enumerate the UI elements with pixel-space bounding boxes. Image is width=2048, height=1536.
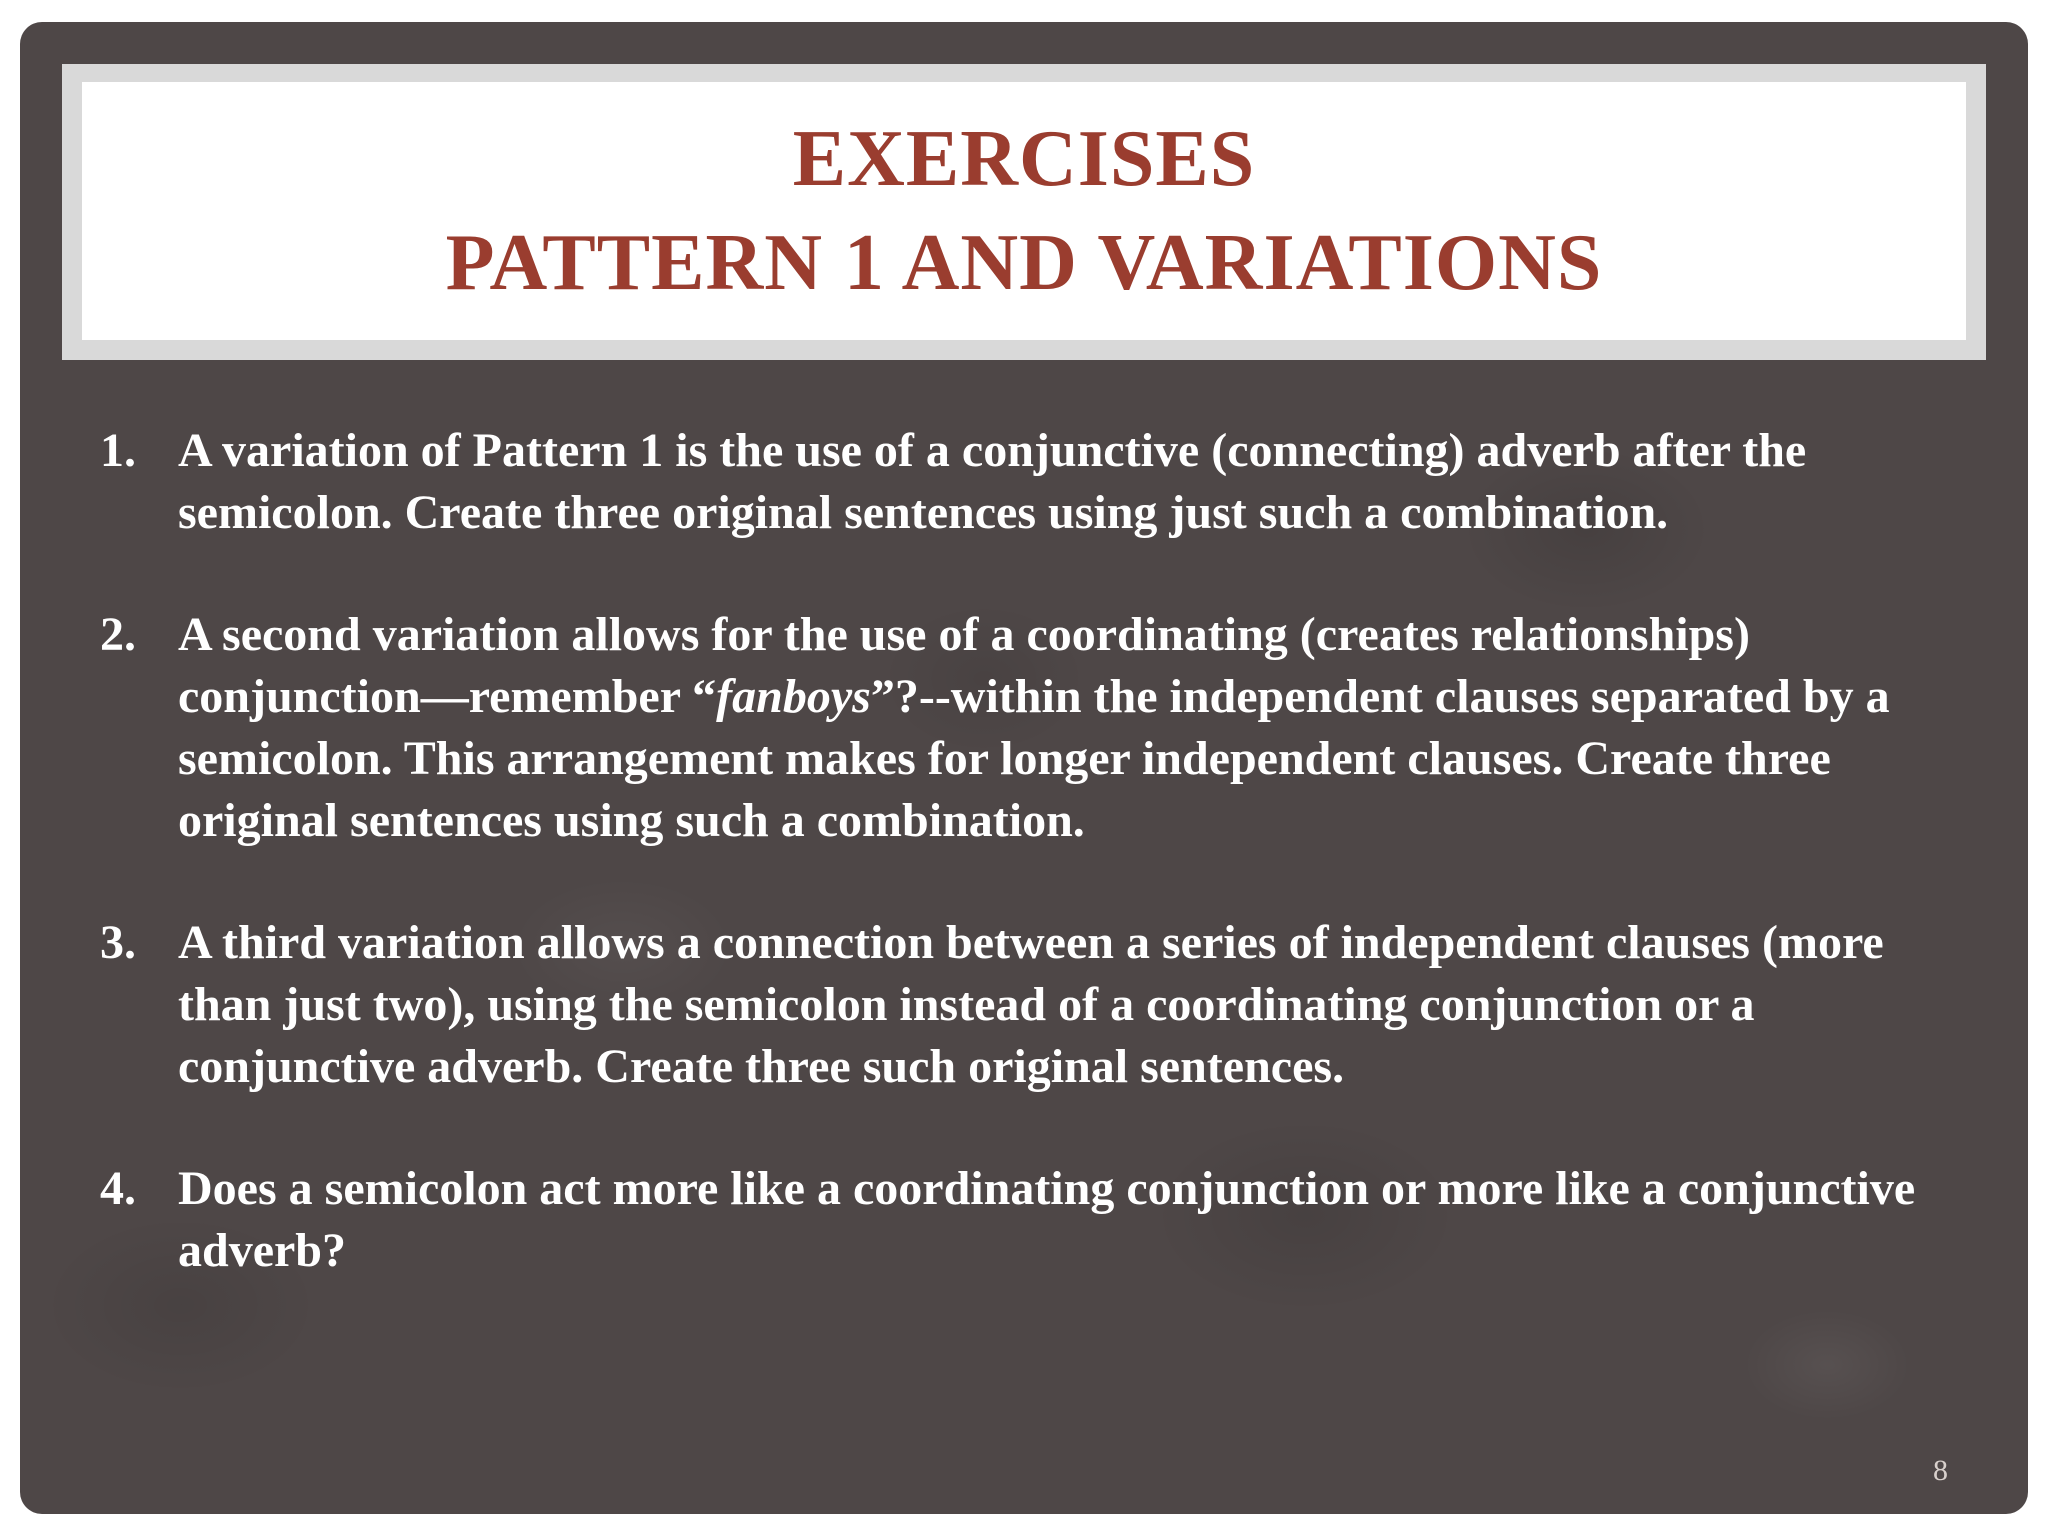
list-number: 1. — [100, 424, 136, 477]
list-item-2 — [100, 604, 1960, 852]
list-number: 2. — [100, 608, 136, 661]
list-item-4 — [100, 1158, 1960, 1282]
list-number: 4. — [100, 1162, 136, 1215]
title-line-1: EXERCISES — [792, 115, 1256, 203]
list-text-before: A second variation allows for the use of a coordinating (creates relationships) conjunction—remember “ — [178, 608, 1750, 723]
list-text: A variation of Pattern 1 is the use of a conjunctive (connecting) adverb after the semicolon. Create three original sentences using just such a combination. — [178, 424, 1807, 539]
title-line-2: PATTERN 1 AND VARIATIONS — [445, 219, 1603, 307]
list-number: 3. — [100, 916, 136, 969]
slide — [20, 22, 2028, 1514]
page-number: 8 — [1933, 1454, 1948, 1487]
list-text: Does a semicolon act more like a coordinating conjunction or more like a conjunctive adverb? — [178, 1162, 1916, 1277]
list-text-italic: fanboys — [716, 670, 871, 723]
title-frame — [62, 64, 1986, 360]
list-item-1 — [100, 420, 1960, 544]
list-text: A third variation allows a connection between a series of independent clauses (more than just two), using the semicolon instead of a coordinating conjunction or a conjunctive adverb. Create three such original sentences. — [178, 916, 1884, 1093]
title-box — [82, 82, 1966, 340]
list-text-after: ”?--within the independent clauses separated by a semicolon. This arrangement makes for longer independent clauses. Create three original sentences using such a combination. — [178, 670, 1890, 847]
list-item-3 — [100, 912, 1960, 1098]
exercise-list — [100, 420, 1960, 1342]
list-text — [178, 604, 1960, 852]
